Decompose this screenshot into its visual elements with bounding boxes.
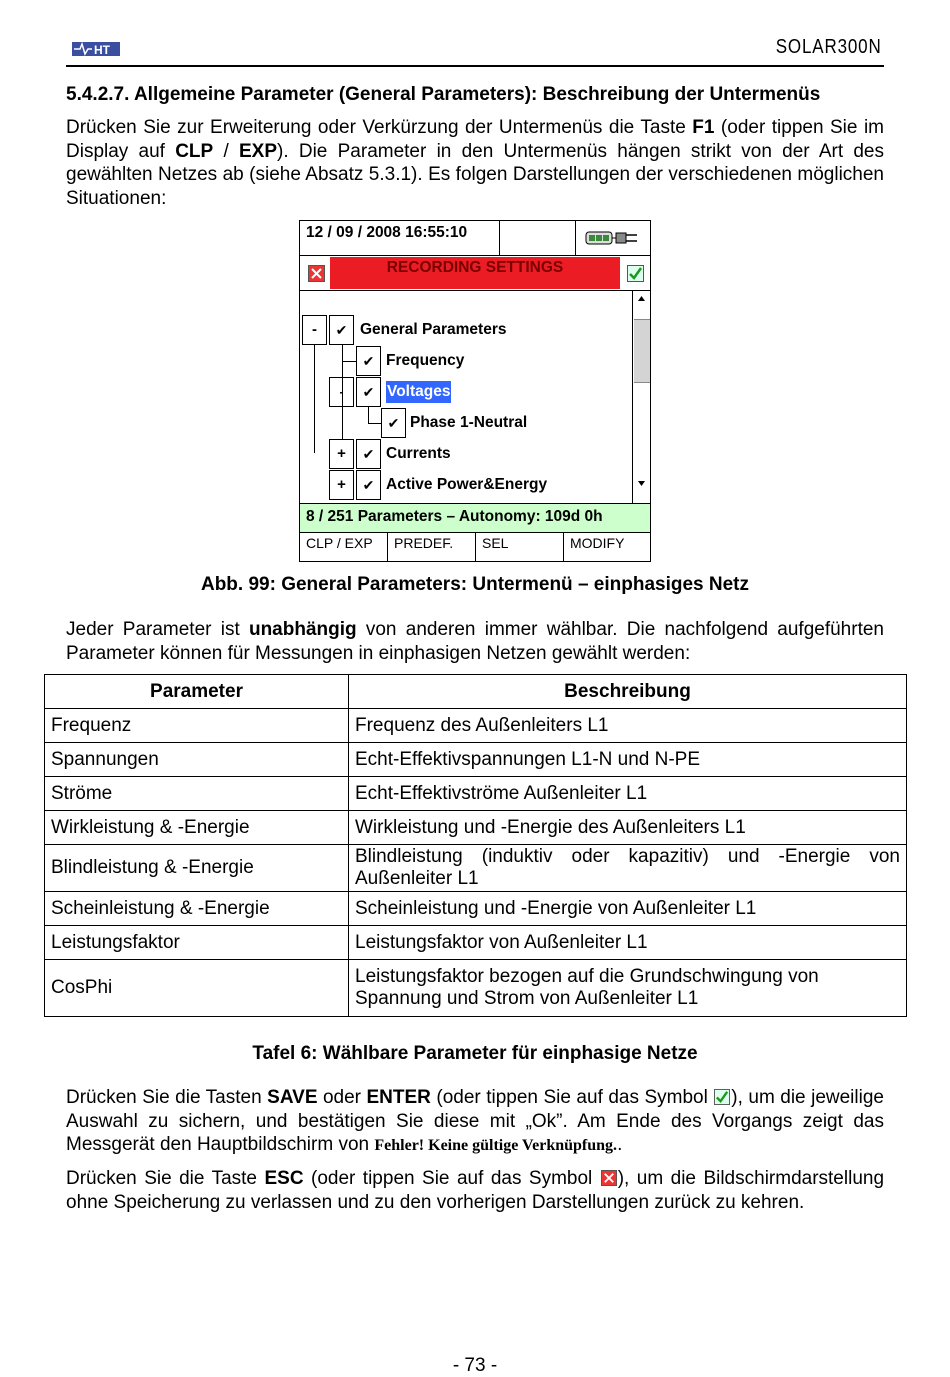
check-box[interactable]: ✔	[356, 377, 381, 407]
scroll-up-arrow-icon[interactable]	[637, 295, 646, 302]
tree-line	[342, 345, 343, 439]
paragraph-independent: Jeder Parameter ist unabhängig von anderen immer wählbar. Die nachfolgend aufgeführten Parameter können für Messungen in einphasigen Netzen gewählt werden:	[66, 619, 884, 664]
ht-logo	[72, 40, 120, 58]
check-box[interactable]: ✔	[329, 315, 354, 345]
recording-settings-bar	[300, 256, 650, 291]
table-cell: Scheinleistung & -Energie	[45, 892, 349, 926]
intro-paragraph: Drücken Sie zur Erweiterung oder Verkürzung der Untermenüs die Taste F1 (oder tippen Sie im Display auf CLP / EXP). Die Parameter in den Untermenüs hängen strikt von der Art des gewählten Netzes ab (siehe Absatz 5.3.1). Es folgen Darstellungen der verschiedenen möglichen Situationen:	[66, 117, 884, 209]
battery-plug-icon	[585, 229, 641, 247]
table-cell: Frequenz des Außenleiters L1	[349, 709, 907, 743]
tree-label: General Parameters	[360, 321, 507, 338]
table-cell: Wirkleistung & -Energie	[45, 811, 349, 845]
table-row	[45, 960, 907, 1017]
tree-line	[342, 361, 356, 362]
screen-top-bar	[300, 221, 650, 256]
table-caption: Tafel 6: Wählbare Parameter für einphasige Netze	[252, 1043, 698, 1064]
confirm-check-icon[interactable]	[627, 265, 644, 282]
screen-datetime: 12 / 09 / 2008 16:55:10	[306, 224, 468, 241]
paragraph-esc: Drücken Sie die Taste ESC (oder tippen Sie auf das Symbol ), um die Bildschirmdarstellung ohne Speicherung zu verlassen und zu den vorherigen Darstellungen zurück zu kehren.	[66, 1168, 885, 1213]
section-title: 5.4.2.7. Allgemeine Parameter (General Parameters): Beschreibung der Untermenüs	[66, 84, 821, 105]
tree-row-currents[interactable]	[300, 439, 632, 469]
table-cell: Blindleistung (induktiv oder kapazitiv) und -Energie von Außenleiter L1	[349, 845, 907, 892]
tree-line	[368, 423, 381, 424]
check-box[interactable]: ✔	[381, 408, 406, 438]
paragraph-save: Drücken Sie die Tasten SAVE oder ENTER (oder tippen Sie auf das Symbol ), um die jeweilige Auswahl zu sichern, und bestätigen Sie diese mit „Ok”. Am Ende des Vorgangs zeigt das Messgerät den Hauptbildschirm von Fehler! Keine gültige Verknüpfung..	[66, 1087, 884, 1155]
expand-toggle[interactable]: +	[329, 439, 354, 469]
table-row	[45, 926, 907, 960]
table-cell: Leistungsfaktor bezogen auf die Grundschwingung von Spannung und Strom von Außenleiter L1	[349, 960, 907, 1017]
softkey-clp-exp[interactable]: CLP / EXP	[300, 533, 388, 561]
device-screen	[299, 220, 651, 562]
table-cell: Leistungsfaktor von Außenleiter L1	[349, 926, 907, 960]
close-icon	[601, 1169, 617, 1185]
scrollbar-thumb[interactable]	[634, 319, 650, 383]
table-header: Parameter	[45, 675, 349, 709]
tree-label-selected: Voltages	[386, 381, 451, 403]
table-cell: Wirkleistung und -Energie des Außenleiters L1	[349, 811, 907, 845]
table-cell: Frequenz	[45, 709, 349, 743]
check-box[interactable]: ✔	[356, 439, 381, 469]
table-cell: Leistungsfaktor	[45, 926, 349, 960]
softkey-bar	[300, 533, 650, 561]
header-title: SOLAR300N	[776, 36, 882, 58]
confirm-check-icon	[714, 1088, 730, 1104]
table-row	[45, 709, 907, 743]
tree-label: Phase 1-Neutral	[410, 414, 528, 431]
header-rule	[66, 65, 884, 67]
close-icon[interactable]	[308, 265, 325, 282]
tree-line	[314, 345, 315, 453]
broken-link-error: Fehler! Keine gültige Verknüpfung.	[374, 1137, 618, 1154]
expand-toggle[interactable]: +	[329, 470, 354, 500]
table-cell: Spannungen	[45, 743, 349, 777]
check-box[interactable]: ✔	[356, 346, 381, 376]
collapse-toggle[interactable]: -	[302, 315, 327, 345]
status-bar	[300, 503, 650, 533]
table-header: Beschreibung	[349, 675, 907, 709]
table-header-row	[45, 675, 907, 709]
tree-line	[368, 407, 369, 423]
svg-text:HT: HT	[94, 43, 110, 57]
table-cell: Echt-Effektivspannungen L1-N und N-PE	[349, 743, 907, 777]
tree-label: Currents	[386, 445, 451, 462]
tree-row-phase-1-neutral[interactable]	[300, 408, 632, 438]
scroll-down-arrow-icon[interactable]	[637, 480, 646, 487]
table-row	[45, 777, 907, 811]
table-cell: Echt-Effektivströme Außenleiter L1	[349, 777, 907, 811]
table-cell: Blindleistung & -Energie	[45, 845, 349, 892]
scrollbar[interactable]	[632, 291, 650, 503]
table-cell: CosPhi	[45, 960, 349, 1017]
softkey-modify[interactable]: MODIFY	[570, 535, 625, 551]
table-row	[45, 845, 907, 892]
page-number: - 73 -	[452, 1355, 498, 1376]
check-box[interactable]: ✔	[356, 470, 381, 500]
tree-row-general-parameters[interactable]	[300, 315, 632, 345]
tree-row-voltages[interactable]	[300, 377, 632, 407]
recording-settings-title: RECORDING SETTINGS	[386, 259, 564, 276]
table-row	[45, 892, 907, 926]
softkey-predef[interactable]: PREDEF.	[388, 533, 476, 561]
parameter-table	[44, 674, 907, 1017]
table-cell: Scheinleistung und -Energie von Außenleiter L1	[349, 892, 907, 926]
tree-label: Frequency	[386, 352, 465, 369]
table-row	[45, 743, 907, 777]
status-text: 8 / 251 Parameters – Autonomy: 109d 0h	[306, 508, 603, 525]
table-cell: Ströme	[45, 777, 349, 811]
tree-label: Active Power&Energy	[386, 476, 548, 493]
softkey-sel[interactable]: SEL	[476, 533, 564, 561]
collapse-toggle[interactable]: -	[329, 377, 354, 407]
table-row	[45, 811, 907, 845]
tree-row-active-power-energy[interactable]	[300, 470, 632, 500]
figure-caption: Abb. 99: General Parameters: Untermenü – einphasiges Netz	[200, 574, 749, 595]
